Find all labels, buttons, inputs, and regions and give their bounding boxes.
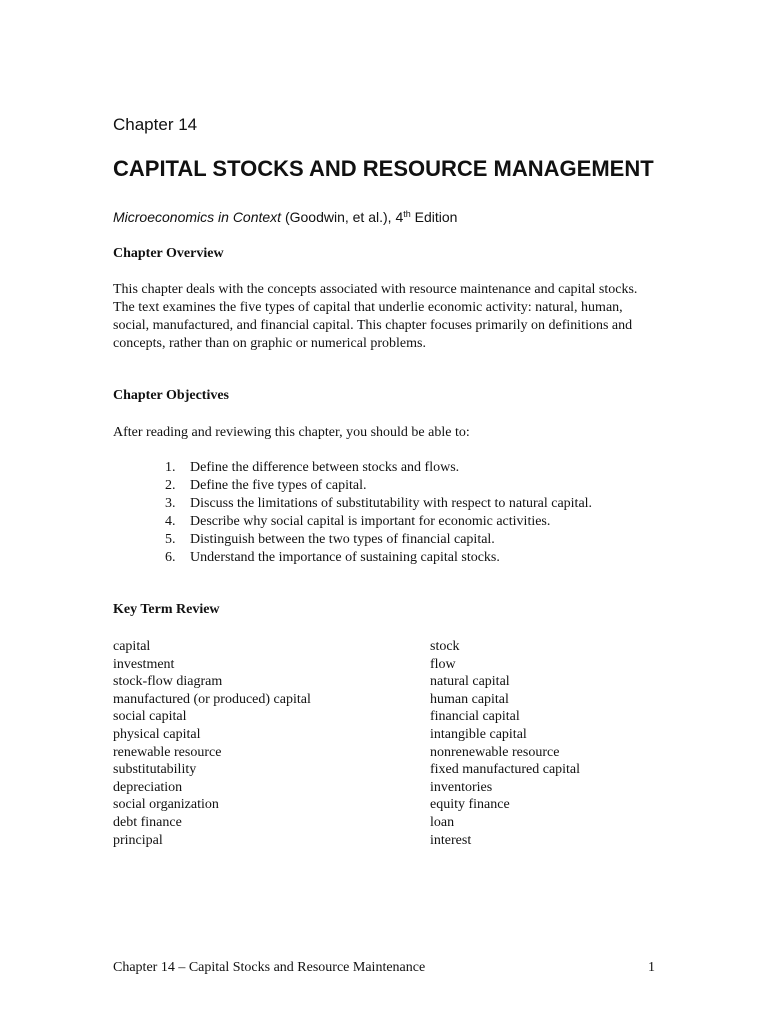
objective-number: 3. (165, 496, 176, 511)
key-term: capital (113, 639, 151, 654)
key-term: social organization (113, 797, 219, 813)
book-subtitle (113, 209, 457, 225)
key-term: financial capital (430, 709, 520, 725)
key-term: substitutability (113, 762, 197, 778)
footer-running-title: Chapter 14 – Capital Stocks and Resource Maintenance (113, 960, 426, 975)
objective-number: 5. (165, 532, 176, 547)
objective-text: Define the five types of capital. (190, 478, 367, 493)
objectives-heading: Chapter Objectives (113, 388, 229, 403)
objective-text: Understand the importance of sustaining capital stocks. (190, 550, 500, 565)
key-term: physical capital (113, 726, 201, 742)
edition-superscript: th (403, 209, 411, 219)
key-term: intangible capital (430, 726, 527, 742)
key-terms-right-column (430, 638, 580, 849)
key-term: nonrenewable resource (430, 744, 560, 760)
objective-item (165, 495, 592, 513)
edition-suffix: Edition (410, 209, 458, 225)
objective-number: 1. (165, 460, 176, 475)
objective-text: Distinguish between the two types of financial capital. (190, 532, 495, 547)
key-term: principal (113, 832, 163, 848)
overview-heading: Chapter Overview (113, 246, 224, 261)
objective-item (165, 531, 592, 549)
key-term: fixed manufactured capital (430, 762, 581, 778)
chapter-label: Chapter 14 (113, 115, 198, 134)
key-terms-left-column (113, 638, 311, 849)
objectives-intro: After reading and reviewing this chapter, you should be able to: (113, 425, 470, 440)
key-term: debt finance (113, 814, 182, 830)
objective-item (165, 549, 592, 567)
objective-number: 6. (165, 550, 176, 565)
key-term: flow (430, 656, 456, 672)
objective-number: 2. (165, 478, 176, 493)
objective-text: Define the difference between stocks and flows. (190, 460, 460, 475)
objective-number: 4. (165, 514, 176, 529)
key-term: human capital (430, 691, 509, 707)
overview-paragraph: This chapter deals with the concepts associated with resource maintenance and capital stocks. The text examines the five types of capital that underlie economic activity: natural, human, social, manufactured, and financial capital. This chapter focuses primarily on definitions and concepts, rather than on graphic or numerical problems. (113, 282, 638, 351)
key-term: depreciation (113, 779, 183, 795)
key-term: renewable resource (113, 744, 222, 760)
page-title: CAPITAL STOCKS AND RESOURCE MANAGEMENT (113, 156, 654, 181)
objective-item (165, 459, 592, 477)
key-term: inventories (430, 779, 493, 795)
footer-page-number: 1 (648, 960, 655, 975)
objectives-list (165, 459, 592, 567)
objective-item (165, 513, 592, 531)
key-term: stock (430, 639, 460, 654)
objective-item (165, 477, 592, 495)
key-term: stock-flow diagram (113, 674, 223, 690)
book-authors: (Goodwin, et al.), 4 (281, 209, 404, 225)
key-terms-heading: Key Term Review (113, 602, 220, 617)
key-term: natural capital (430, 674, 510, 690)
key-term: manufactured (or produced) capital (113, 691, 311, 707)
key-term: investment (113, 656, 175, 672)
book-title: Microeconomics in Context (113, 209, 282, 225)
objective-text: Discuss the limitations of substitutability with respect to natural capital. (190, 496, 593, 511)
objective-text: Describe why social capital is important for economic activities. (190, 514, 551, 529)
key-term: interest (430, 832, 472, 848)
key-term: social capital (113, 709, 187, 725)
key-term: equity finance (430, 797, 510, 813)
key-term: loan (430, 814, 455, 830)
